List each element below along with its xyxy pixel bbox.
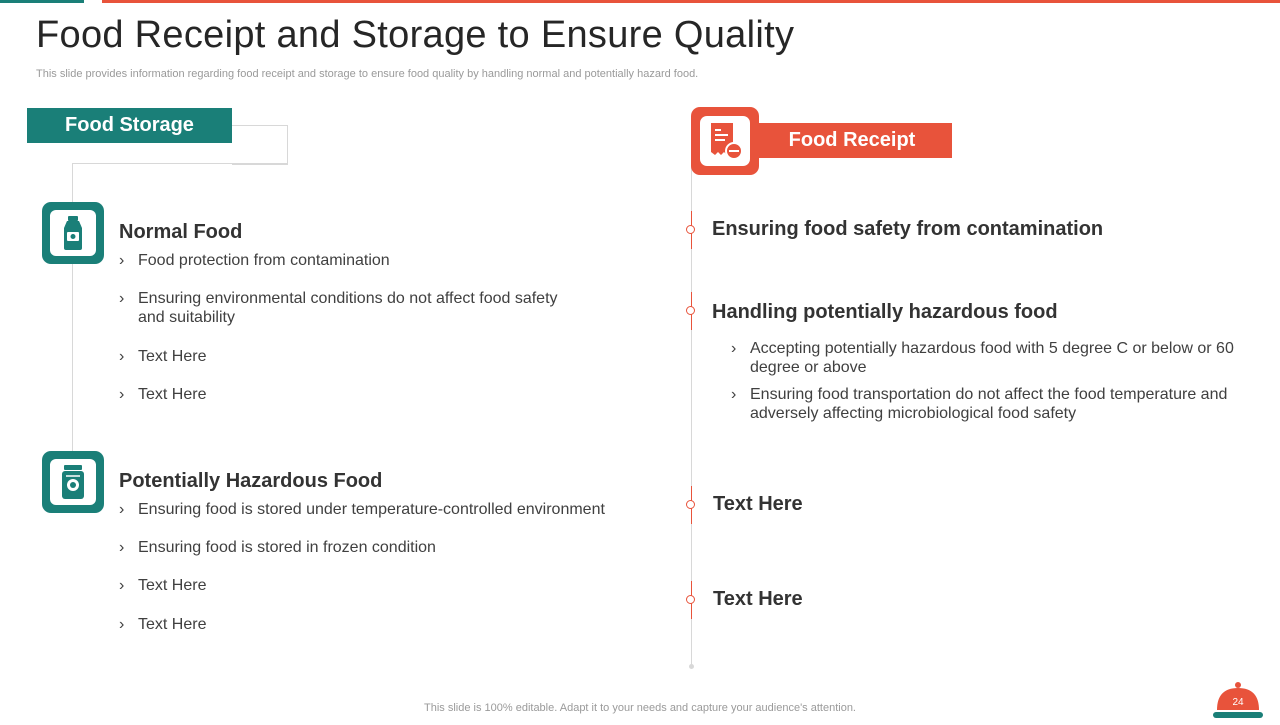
receipt-item-title: Text Here (713, 588, 803, 610)
timeline-marker (686, 500, 695, 509)
hazardous-food-title: Potentially Hazardous Food (119, 470, 383, 492)
slide-title: Food Receipt and Storage to Ensure Quality (36, 14, 795, 56)
receipt-item-title: Text Here (713, 493, 803, 515)
timeline-marker (686, 306, 695, 315)
receipt-bullet: › Ensuring food transportation do not affect the food temperature and adversely affecting microbiological food safety (731, 386, 1228, 422)
receipt-bullet: › Accepting potentially hazardous food with 5 degree C or below or 60 degree or above (731, 340, 1234, 376)
slide-footer: This slide is 100% editable. Adapt it to your needs and capture your audience's attention. (424, 702, 856, 714)
normal-food-title: Normal Food (119, 221, 243, 243)
hazardous-food-bullet: › Ensuring food is stored under temperature-controlled environment (119, 501, 605, 518)
food-storage-header: Food Storage (27, 108, 232, 143)
receipt-icon (708, 121, 742, 161)
chevron-right-icon: › (731, 340, 737, 357)
page-number: 24 (1232, 697, 1244, 708)
page-number-badge (1212, 680, 1264, 720)
timeline-marker (686, 225, 695, 234)
chevron-right-icon: › (119, 501, 125, 518)
food-receipt-header: Food Receipt (752, 123, 952, 158)
hazardous-food-bullet: › Text Here (119, 616, 207, 633)
chevron-right-icon: › (731, 386, 737, 403)
hazardous-food-bullet: › Ensuring food is stored in frozen condition (119, 539, 436, 556)
milk-bottle-icon (58, 215, 88, 251)
food-jar-icon (58, 464, 88, 500)
hazardous-food-bullet: › Text Here (119, 577, 207, 594)
top-accent-bar-red (102, 0, 1280, 3)
timeline-end-dot (689, 664, 694, 669)
serving-cloche-icon (1212, 680, 1264, 720)
chevron-right-icon: › (119, 539, 125, 556)
normal-food-bullet: › Text Here (119, 386, 207, 403)
chevron-right-icon: › (119, 252, 125, 269)
normal-food-bullet: › Text Here (119, 348, 207, 365)
chevron-right-icon: › (119, 290, 125, 307)
chevron-right-icon: › (119, 386, 125, 403)
chevron-right-icon: › (119, 577, 125, 594)
slide-subtitle: This slide provides information regarding food receipt and storage to ensure food quality by handling normal and potentially hazard food. (36, 68, 699, 80)
timeline-marker (686, 595, 695, 604)
normal-food-bullet: › Food protection from contamination (119, 252, 390, 269)
normal-food-icon-box (42, 202, 104, 264)
chevron-right-icon: › (119, 616, 125, 633)
chevron-right-icon: › (119, 348, 125, 365)
receipt-item-title: Handling potentially hazardous food (712, 301, 1058, 323)
normal-food-bullet: › Ensuring environmental conditions do not affect food safety and suitability (119, 290, 558, 326)
receipt-item-title: Ensuring food safety from contamination (712, 218, 1104, 240)
hazardous-food-icon-box (42, 451, 104, 513)
receipt-icon-box (691, 107, 759, 175)
connector-line (72, 163, 287, 164)
header-connector (232, 125, 288, 165)
top-accent-bar-teal (0, 0, 84, 3)
